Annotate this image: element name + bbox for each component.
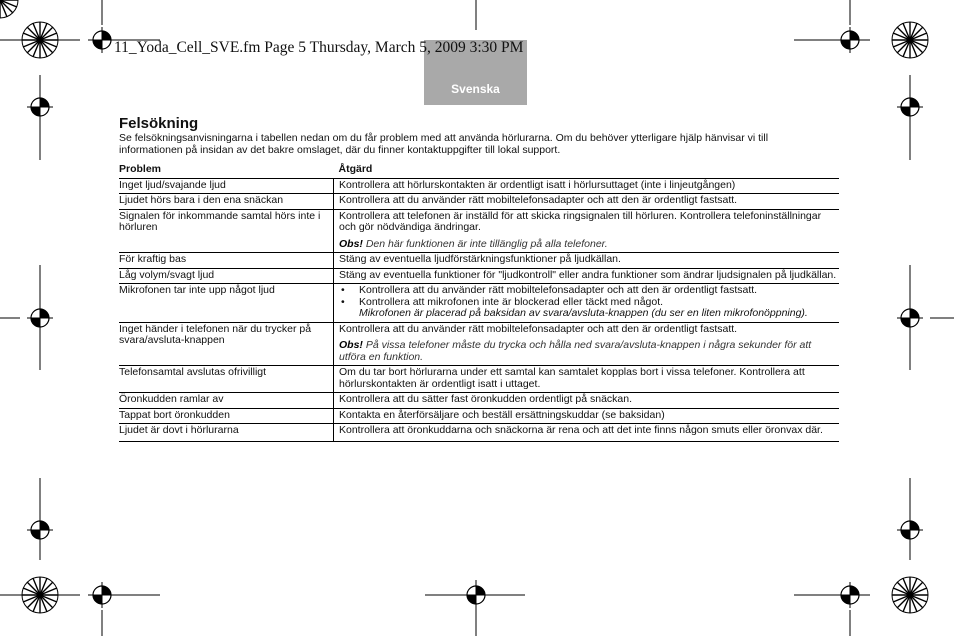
problem-cell: Inget ljud/svajande ljud [119,178,334,194]
problem-cell: Öronkudden ramlar av [119,393,334,409]
action-cell [334,209,840,253]
table-row [119,268,839,284]
table-row [119,408,839,424]
table-row [119,253,839,269]
problem-cell: Telefonsamtal avslutas ofrivilligt [119,366,334,393]
section-title: Felsökning [119,115,199,132]
note-text: På vissa telefoner måste du trycka och hålla ned svara/avsluta-knappen i några sekunder för att utföra en funktion. [339,339,812,363]
subnote: Mikrofonen är placerad på baksidan av svara/avsluta-knappen (du ser en liten mikrofonöppning). [359,307,808,319]
action-text: Kontrollera att du använder rätt mobiltelefonsadapter och att den är ordentligt fastsatt. [339,322,738,335]
action-cell [334,322,840,366]
table-row [119,366,839,393]
table-row [119,194,839,210]
note-label: Obs! [339,339,363,351]
action-cell: Kontrollera att öronkuddarna och snäckorna är rena och att det inte finns någon smuts eller öronvax där. [334,424,840,442]
table-row [119,424,839,442]
problem-cell: Mikrofonen tar inte upp något ljud [119,284,334,323]
note [339,340,839,363]
list-item: • Kontrollera att du använder rätt mobiltelefonsadapter och att den är ordentligt fastsatt. [359,285,839,297]
note [339,239,839,251]
problem-cell: Signalen för inkommande samtal hörs inte i hörluren [119,209,334,253]
problem-cell: För kraftig bas [119,253,334,269]
action-cell: Om du tar bort hörlurarna under ett samtal kan samtalet kopplas bort i vissa telefoner. Kontrollera att hörlurskontakten är ordentligt isatt i uttaget. [334,366,840,393]
action-cell [334,284,840,323]
problem-cell: Tappat bort öronkudden [119,408,334,424]
action-cell: Stäng av eventuella funktioner för "ljudkontroll" eller andra funktioner som ändrar ljudsignalen på ljudkällan. [334,268,840,284]
table-row [119,209,839,253]
problem-cell: Inget händer i telefonen när du trycker på svara/avsluta-knappen [119,322,334,366]
troubleshooting-table [119,163,839,442]
column-header-action: Åtgärd [334,163,840,178]
note-text: Den här funktionen är inte tillänglig på alla telefoner. [365,237,608,250]
problem-cell: Låg volym/svagt ljud [119,268,334,284]
action-cell: Kontrollera att du använder rätt mobiltelefonsadapter och att den är ordentligt fastsatt. [334,194,840,210]
bullet-list [339,285,839,308]
table-row [119,322,839,366]
action-cell: Kontrollera att hörlurskontakten är ordentligt isatt i hörlursuttaget (inte i linjeutgången) [334,178,840,194]
problem-cell: Ljudet hörs bara i den ena snäckan [119,194,334,210]
language-tab-label: Svenska [451,82,500,96]
list-item: • Kontrollera att mikrofonen inte är blockerad eller täckt med något. [359,297,839,309]
file-header: 11_Yoda_Cell_SVE.fm Page 5 Thursday, March 5, 2009 3:30 PM [114,39,524,56]
action-cell: Stäng av eventuella ljudförstärkningsfunktioner på ljudkällan. [334,253,840,269]
action-text: Kontrollera att telefonen är inställd för att skicka ringsignalen till hörluren. Kontrollera telefoninställningar och gör nödvändiga ändringar. [339,209,822,233]
table-row [119,393,839,409]
table-row [119,178,839,194]
column-header-problem: Problem [119,163,334,178]
problem-cell: Ljudet är dovt i hörlurarna [119,424,334,442]
action-cell: Kontrollera att du sätter fast öronkudden ordentligt på snäckan. [334,393,840,409]
table-header-row [119,163,839,178]
table-row [119,284,839,323]
section-intro: Se felsökningsanvisningarna i tabellen nedan om du får problem med att använda hörlurarna. Om du behöver ytterligare hjälp hänvisar vi till informationen på insidan av det bakre omslaget, där du finner kontaktuppgifter till lokal support. [119,132,769,156]
note-label: Obs! [339,237,363,250]
action-cell: Kontakta en återförsäljare och beställ ersättningskuddar (se baksidan) [334,408,840,424]
